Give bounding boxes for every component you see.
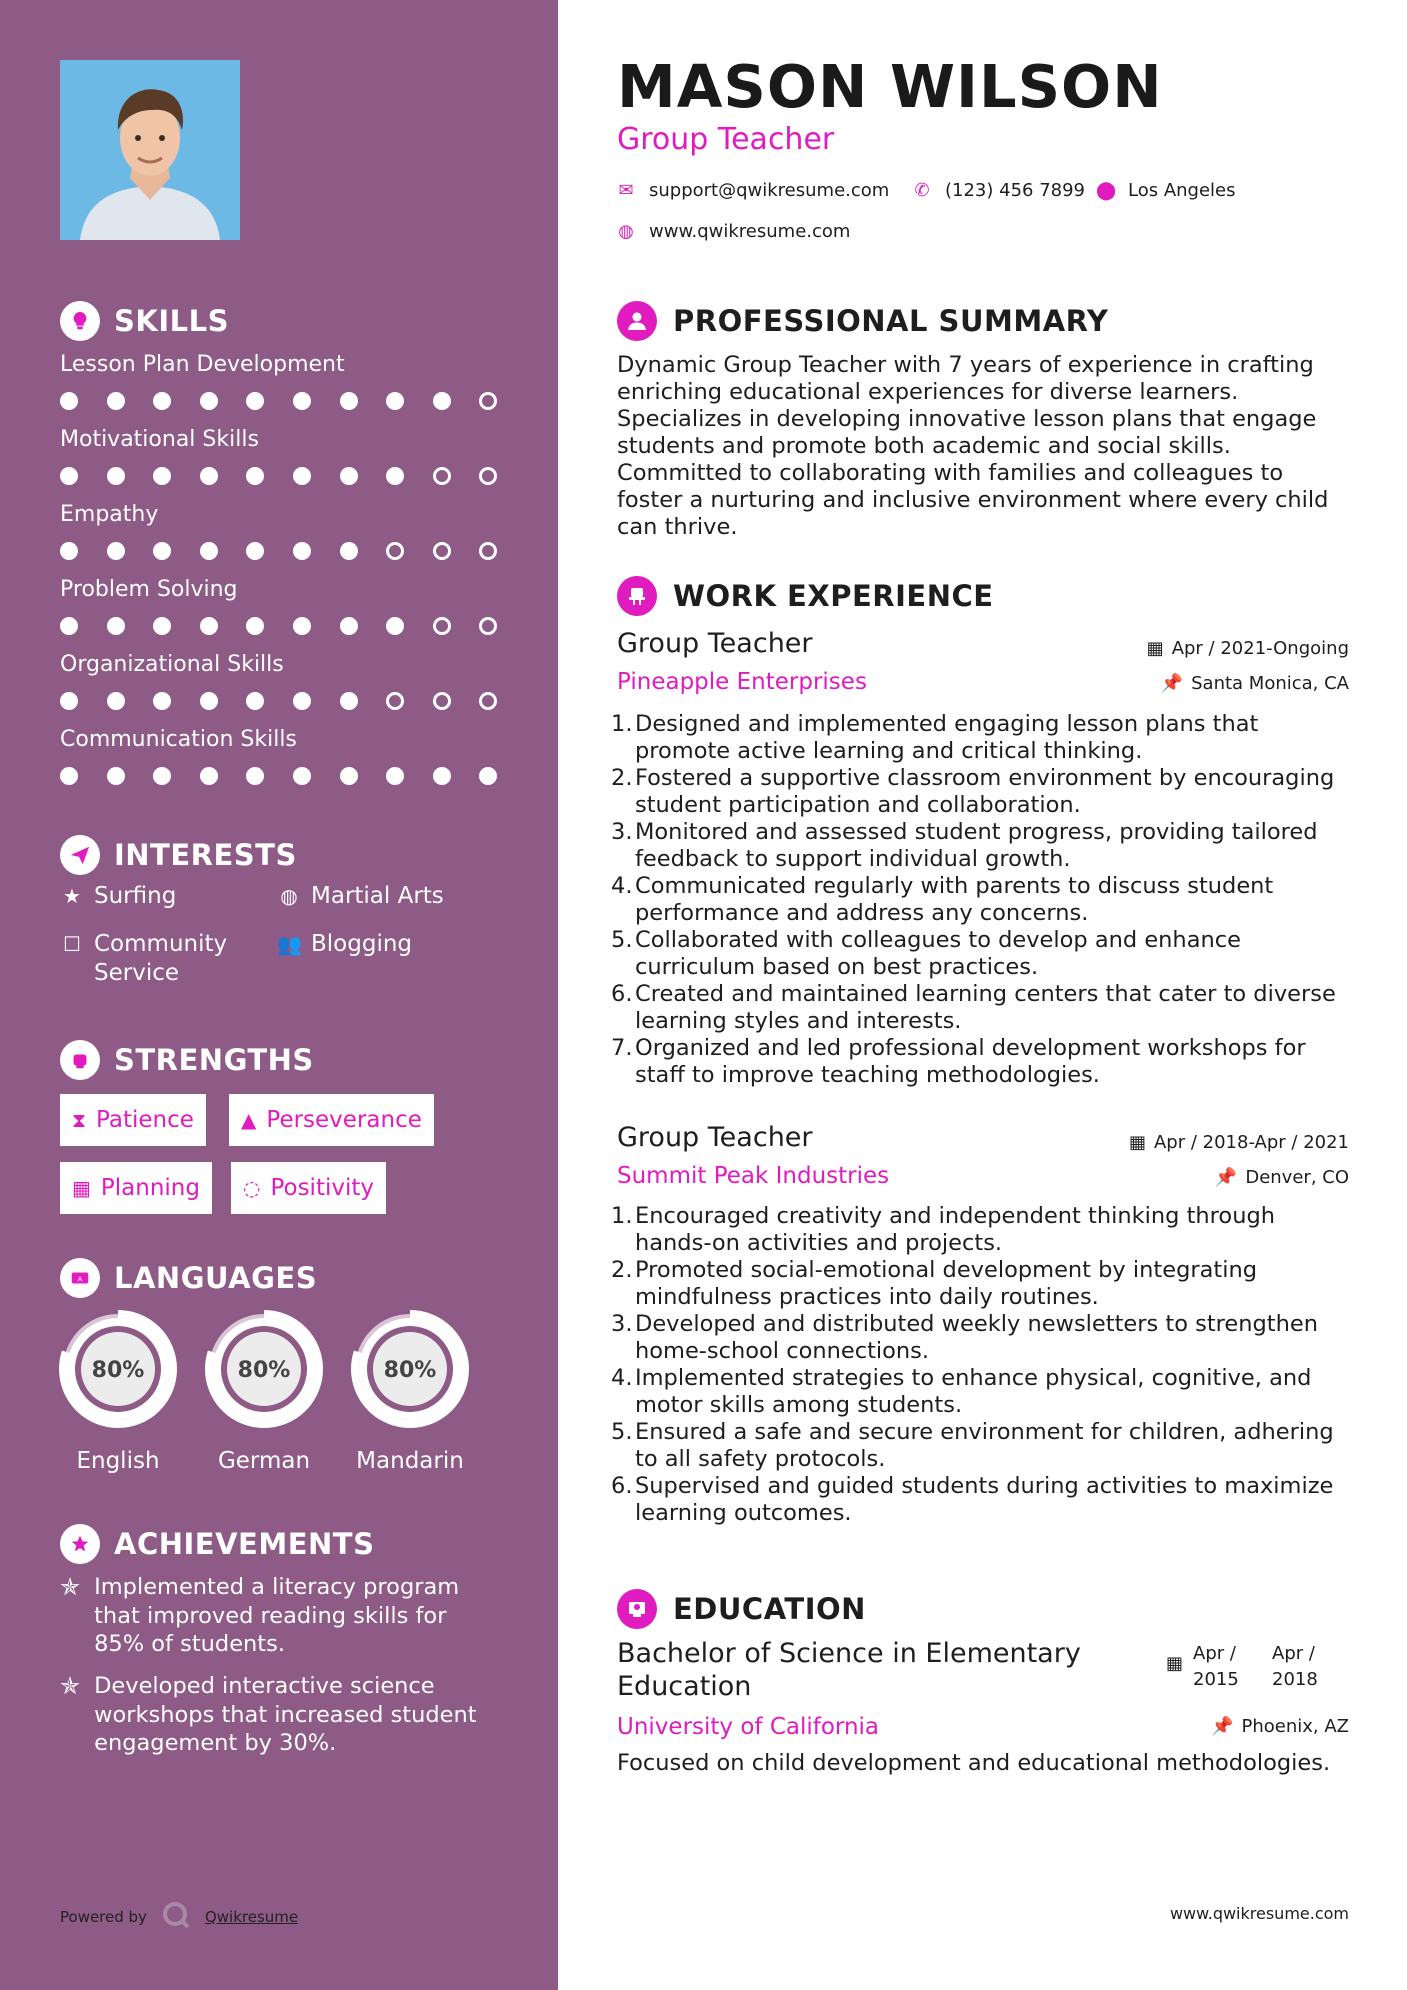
rating-dot-filled [60,467,78,485]
rating-dot-filled [107,617,125,635]
rating-dot-filled [293,767,311,785]
candidate-role: Group Teacher [617,122,835,157]
skill-name: Lesson Plan Development [60,352,345,377]
job-title: Group Teacher [617,628,813,659]
rating-dot-filled [293,392,311,410]
rating-dot-filled [340,617,358,635]
company-name: Pineapple Enterprises [617,669,867,695]
rating-dot-filled [433,767,451,785]
achievements-title: ACHIEVEMENTS [114,1527,375,1561]
skill-name: Problem Solving [60,577,238,602]
calendar-icon: ▦ [1128,1132,1146,1153]
calendar-icon: ▦ [1166,1653,1184,1674]
rating-dot-filled [200,542,218,560]
duty-item: Ensured a safe and secure environment for children, adhering to all safety protocols. [635,1419,1334,1472]
strength-badge [231,1162,386,1214]
pushpin-icon: 📌 [1160,673,1184,694]
duty-item: Collaborated with colleagues to develop and enhance curriculum based on best practices. [635,927,1241,980]
rating-dot-filled [340,542,358,560]
powered-by-label: Powered by [60,1908,147,1926]
users-icon: 👥 [277,932,302,956]
rating-dot-filled [386,392,404,410]
rating-dot-empty [479,617,497,635]
interest-label: Community Service [94,931,228,986]
globe-icon: ◍ [280,884,298,908]
achievement-text: Implemented a literacy program that improved reading skills for 85% of students. [94,1574,460,1657]
interest-label: Martial Arts [311,883,444,909]
skill-name: Empathy [60,502,159,527]
job-location-text: Santa Monica, CA [1191,673,1349,694]
hand-icon: ☐ [63,932,81,956]
rating-dot-empty [433,617,451,635]
svg-text:A: A [77,1274,83,1284]
interest-label: Surfing [94,883,177,909]
language-percent: 80% [237,1358,291,1383]
job-location [1215,1167,1349,1188]
rating-dot-filled [107,542,125,560]
duty-item: Monitored and assessed student progress, providing tailored feedback to support individual growth. [635,819,1318,872]
trophy-star-icon [60,1524,100,1564]
rating-dot-filled [153,692,171,710]
duty-item: Communicated regularly with parents to discuss student performance and address any concerns. [635,873,1274,926]
rating-dot-filled [386,767,404,785]
company-name: Summit Peak Industries [617,1163,890,1189]
duty-item: Implemented strategies to enhance physical, cognitive, and motor skills among students. [635,1365,1312,1418]
powered-by [60,1900,298,1934]
rating-dot-empty [433,692,451,710]
brand-link[interactable]: Qwikresume [204,1908,299,1926]
rating-dot-filled [340,392,358,410]
skill-name: Communication Skills [60,727,297,752]
skill-name: Organizational Skills [60,652,284,677]
education-dates [1166,1641,1327,1693]
achievements-heading [60,1524,374,1564]
summary-heading [617,301,1108,341]
duty-item: Encouraged creativity and independent thinking through hands-on activities and projects. [635,1203,1275,1256]
job-dates-text: Apr / 2018-Apr / 2021 [1153,1132,1349,1153]
interest-item [277,882,444,911]
rating-dot-filled [107,392,125,410]
rating-dot-filled [200,617,218,635]
strength-label: Planning [100,1175,200,1201]
job-title: Group Teacher [617,1122,813,1153]
experience-heading [617,576,994,616]
achievement-item [60,1573,500,1659]
skill-name: Motivational Skills [60,427,259,452]
strength-badge [229,1094,434,1146]
star-icon: ✯ [60,1672,81,1700]
strengths-heading [60,1040,314,1080]
skill-rating [60,692,497,710]
duty-item: Designed and implemented engaging lesson plans that promote active learning and critical thinking. [635,711,1259,764]
rating-dot-filled [246,617,264,635]
interest-label: Blogging [311,931,413,957]
rating-dot-filled [107,767,125,785]
rating-dot-filled [153,467,171,485]
duty-item: Supervised and guided students during activities to maximize learning outcomes. [635,1473,1334,1526]
contact-phone [913,180,1085,201]
rating-dot-filled [293,467,311,485]
language-percent: 80% [383,1358,437,1383]
rating-dot-filled [200,392,218,410]
rating-dot-filled [433,392,451,410]
interests-heading [60,835,297,875]
interest-item [60,930,244,988]
contact-location [1096,180,1236,201]
rating-dot-empty [386,692,404,710]
rating-dot-filled [200,692,218,710]
interest-item [277,930,412,959]
rating-dot-filled [340,767,358,785]
education-heading [617,1589,866,1629]
rating-dot-filled [60,392,78,410]
star-icon: ★ [63,884,81,908]
summary-text: Dynamic Group Teacher with 7 years of experience in crafting enriching educational experiences for diverse learners. Specializes in developing innovative lesson plans that engage students and promote both academic and social skills. Committed to collaborating with families and colleagues to foster a nurturing and inclusive environment where every child can thrive. [617,352,1329,540]
rating-dot-filled [246,542,264,560]
job-dates-text: Apr / 2021-Ongoing [1171,638,1349,659]
hourglass-icon: ⧗ [72,1108,87,1132]
footer-url[interactable]: www.qwikresume.com [1169,1904,1349,1923]
education-description: Focused on child development and educational methodologies. [617,1750,1331,1776]
chair-icon [617,576,657,616]
rating-dot-filled [293,617,311,635]
job-dates [1129,1132,1349,1153]
pushpin-icon: 📌 [1211,1716,1234,1737]
strength-label: Positivity [270,1175,374,1201]
rating-dot-filled [60,692,78,710]
rating-dot-filled [246,767,264,785]
rating-dot-empty [479,392,497,410]
rating-dot-filled [153,542,171,560]
rating-dot-empty [386,542,404,560]
skills-heading [60,301,229,341]
duty-item: Developed and distributed weekly newsletters to strengthen home-school connections. [635,1311,1318,1364]
rating-dot-filled [386,617,404,635]
rating-dot-empty [479,692,497,710]
circle-icon: ◌ [243,1176,261,1200]
phone-icon: ✆ [914,180,930,201]
language-item [203,1308,325,1474]
rating-dot-filled [293,542,311,560]
rating-dot-filled [246,392,264,410]
globe-icon: ◍ [618,221,634,242]
skill-rating [60,767,497,785]
contact-website [617,221,850,242]
pushpin-icon: 📌 [1214,1167,1238,1188]
language-name: German [217,1448,311,1474]
rating-dot-empty [479,467,497,485]
languages-heading [60,1258,317,1298]
language-name: Mandarin [356,1448,464,1474]
job-duties-list [635,711,1345,1089]
phone-text: (123) 456 7899 [945,180,1086,201]
profile-photo [60,60,240,240]
rating-dot-filled [60,617,78,635]
rating-dot-filled [386,467,404,485]
candidate-name: MASON WILSON [617,52,1163,121]
language-item [349,1308,471,1474]
strength-label: Perseverance [266,1107,422,1133]
location-text: Los Angeles [1128,180,1236,201]
lightbulb-icon [60,301,100,341]
job-location [1161,673,1349,694]
rating-dot-filled [200,767,218,785]
skill-rating [60,467,497,485]
duty-item: Promoted social-emotional development by integrating mindfulness practices into daily routines. [635,1257,1258,1310]
languages-title: LANGUAGES [114,1261,318,1295]
rating-dot-filled [153,392,171,410]
language-gauge [203,1308,325,1430]
rating-dot-empty [433,467,451,485]
language-icon [60,1258,100,1298]
rating-dot-filled [340,692,358,710]
achievement-text: Developed interactive science workshops that increased student engagement by 30%. [94,1673,477,1756]
achievement-item [60,1672,500,1758]
education-location [1211,1716,1349,1737]
star-icon: ✯ [60,1573,81,1601]
paper-plane-icon [60,835,100,875]
road-icon: ▲ [241,1108,257,1132]
skill-rating [60,392,497,410]
skills-title: SKILLS [114,304,229,338]
rating-dot-filled [293,692,311,710]
strength-label: Patience [96,1107,194,1133]
job-duties-list [635,1203,1345,1527]
website-text[interactable]: www.qwikresume.com [649,221,851,242]
duty-item: Fostered a supportive classroom environment by encouraging student participation and collaboration. [635,765,1335,818]
degree-title: Bachelor of Science in Elementary Education [617,1638,1081,1702]
education-start: Apr / 2015 [1193,1643,1239,1690]
summary-title: PROFESSIONAL SUMMARY [673,304,1109,338]
strengths-title: STRENGTHS [114,1043,314,1077]
interest-item [60,882,176,911]
rating-dot-filled [340,467,358,485]
rating-dot-filled [60,767,78,785]
language-item [57,1308,179,1474]
duty-item: Created and maintained learning centers that cater to diverse learning styles and interests. [635,981,1336,1034]
rating-dot-filled [479,767,497,785]
language-percent: 80% [91,1358,145,1383]
experience-title: WORK EXPERIENCE [673,579,994,613]
skill-rating [60,617,497,635]
calendar-icon: ▦ [72,1176,91,1200]
strength-badge [60,1162,212,1214]
email-text[interactable]: support@qwikresume.com [649,180,890,201]
education-title: EDUCATION [673,1592,866,1626]
education-location-text: Phoenix, AZ [1241,1716,1349,1737]
graduation-icon [617,1589,657,1629]
skill-rating [60,542,497,560]
education-end: Apr / 2018 [1272,1643,1318,1690]
rating-dot-filled [246,692,264,710]
rating-dot-filled [107,467,125,485]
language-name: English [76,1448,160,1474]
sidebar [0,0,558,1990]
envelope-icon: ✉ [618,180,634,201]
rating-dot-empty [479,542,497,560]
rating-dot-empty [433,542,451,560]
rating-dot-filled [153,617,171,635]
contact-email [617,180,889,201]
calendar-icon: ▦ [1146,638,1164,659]
duty-item: Organized and led professional development workshops for staff to improve teaching methodologies. [635,1035,1306,1088]
rating-dot-filled [200,467,218,485]
strength-badge [60,1094,206,1146]
job-dates [1147,638,1349,659]
fist-icon [60,1040,100,1080]
interests-title: INTERESTS [114,838,297,872]
qwikresume-logo-icon [161,1900,191,1934]
rating-dot-filled [153,767,171,785]
job-location-text: Denver, CO [1245,1167,1349,1188]
user-icon [617,301,657,341]
language-gauge [57,1308,179,1430]
rating-dot-filled [107,692,125,710]
school-name: University of California [617,1714,880,1740]
rating-dot-filled [60,542,78,560]
map-pin-icon: ⬤ [1096,180,1117,201]
rating-dot-filled [246,467,264,485]
language-gauge [349,1308,471,1430]
